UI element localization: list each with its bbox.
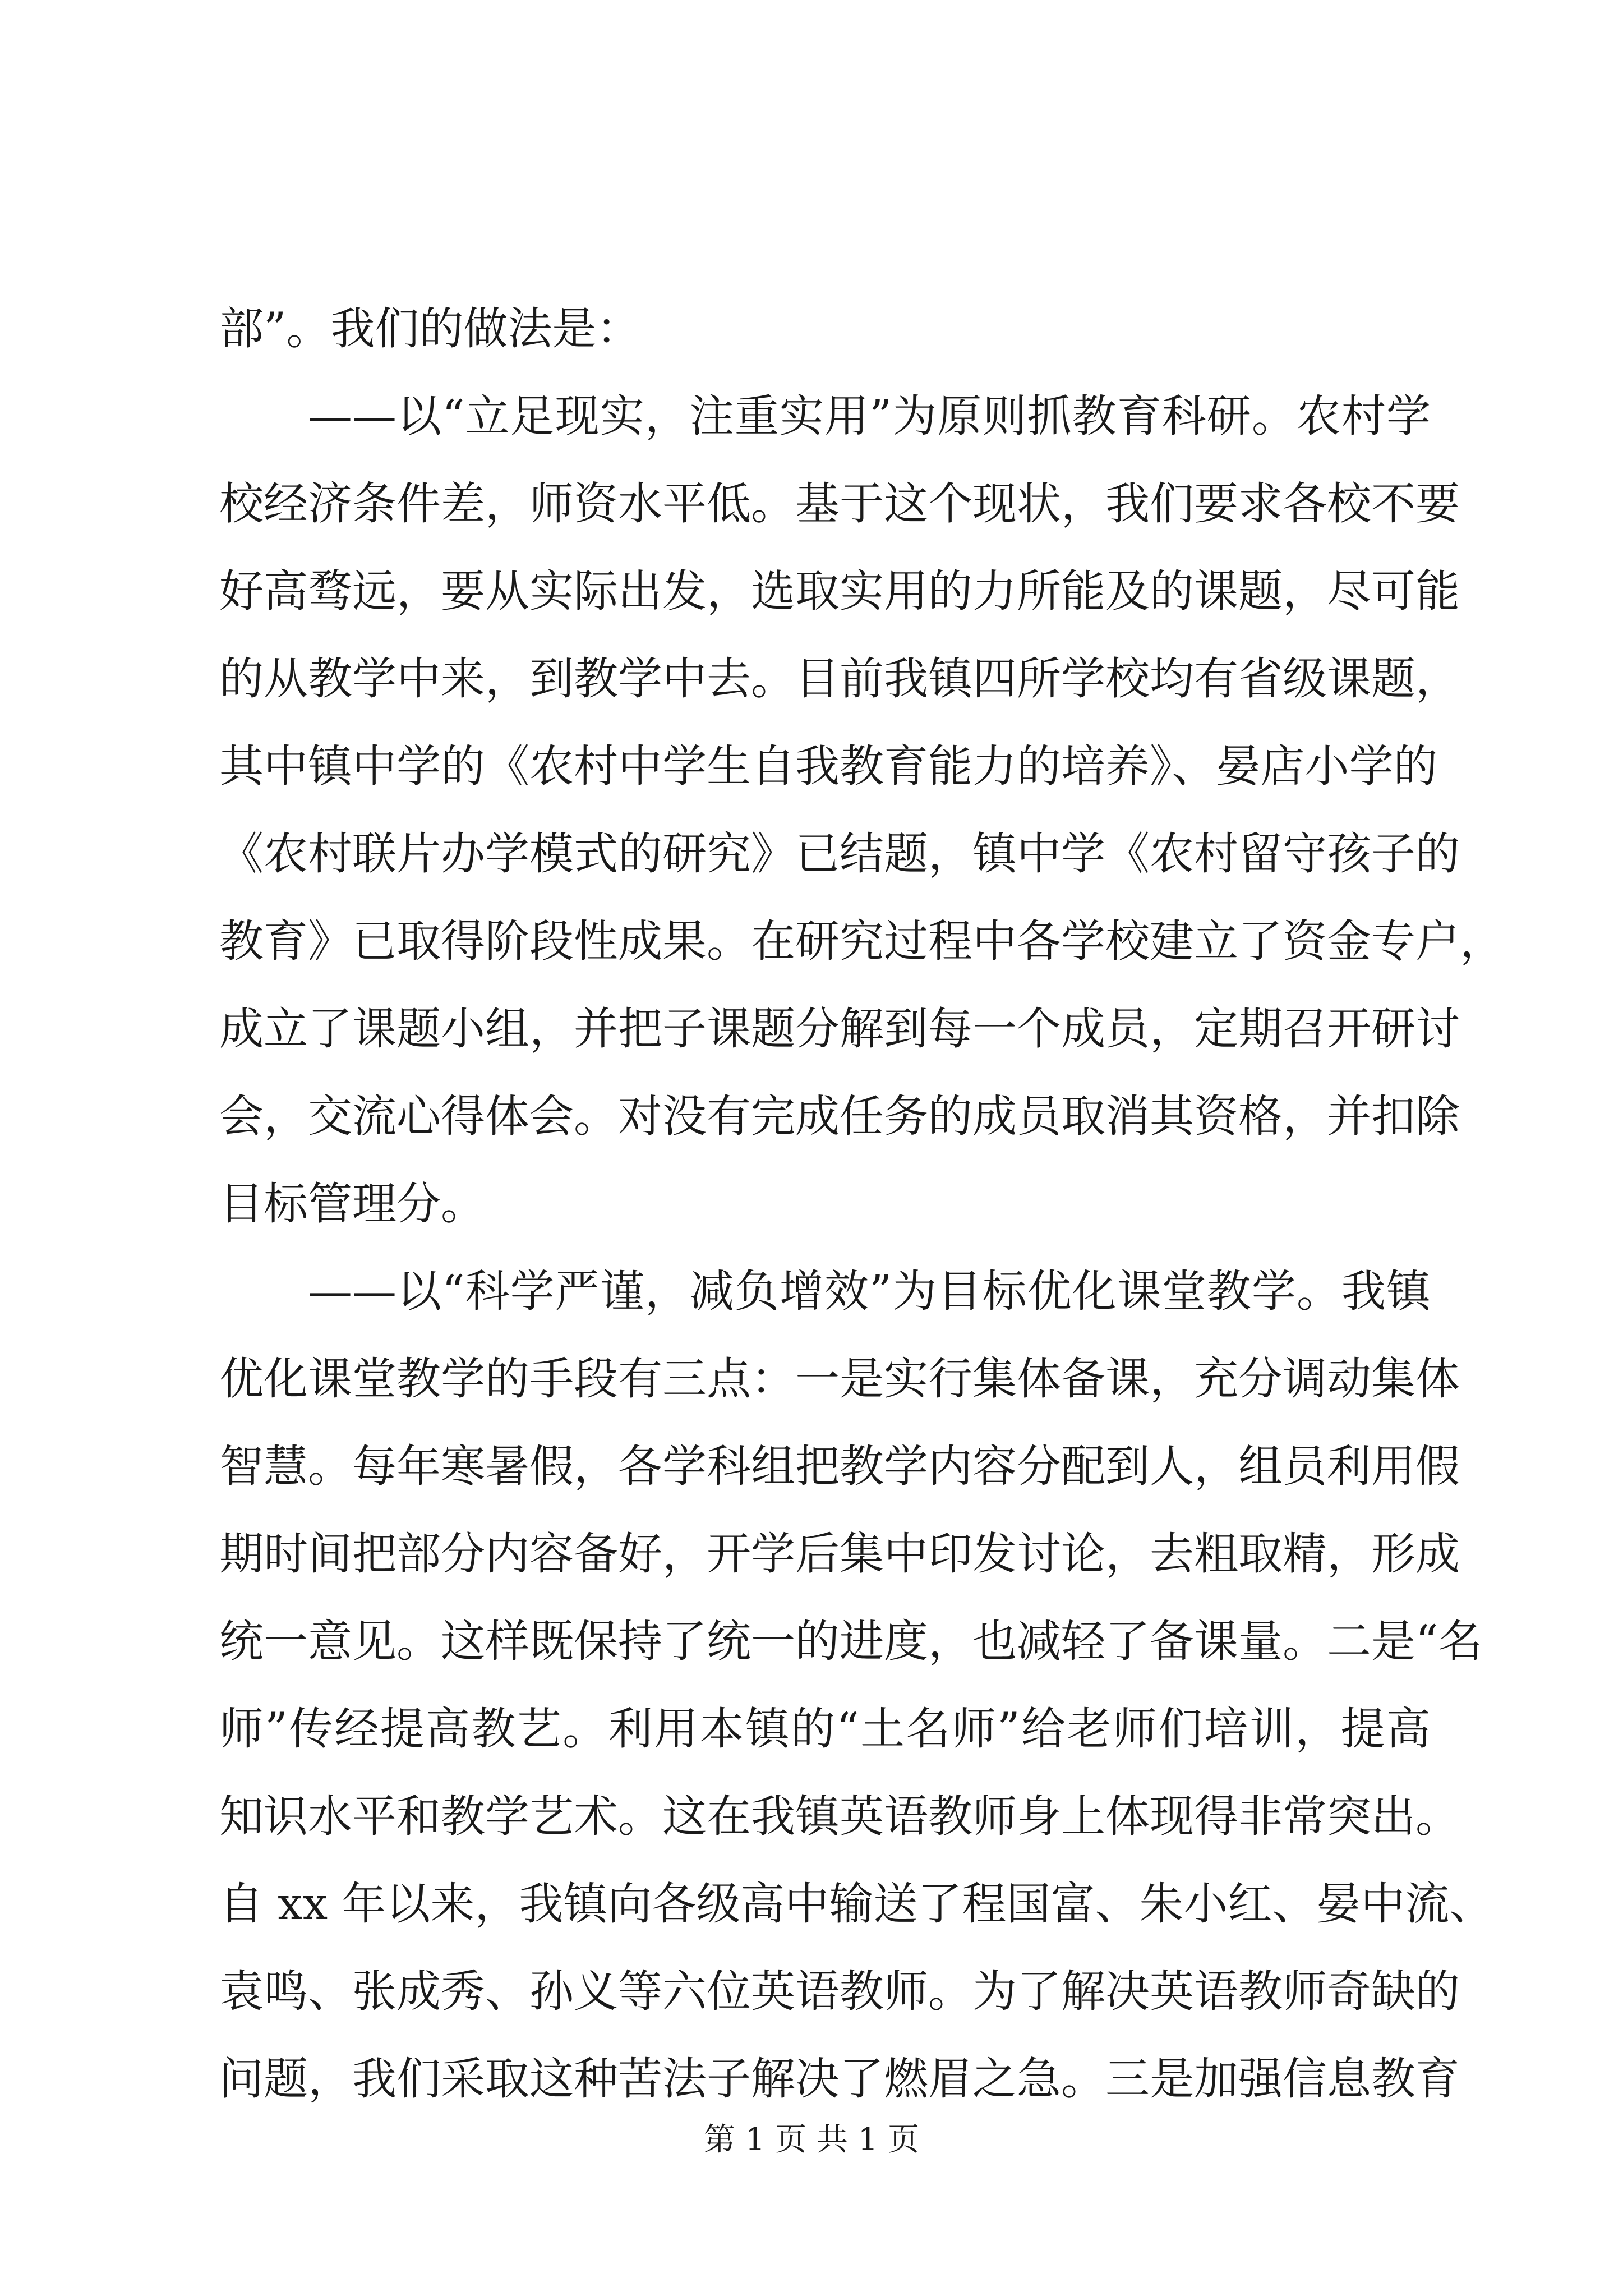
text-line: 智慧。每年寒暑假，各学科组把教学内容分配到人，组员利用假 bbox=[219, 1441, 1460, 1492]
text-line: 的从教学中来，到教学中去。目前我镇四所学校均有省级课题， bbox=[219, 653, 1460, 705]
text-line: 期时间把部分内容备好，开学后集中印发讨论，去粗取精，形成 bbox=[219, 1528, 1460, 1580]
text-line: 校经济条件差，师资水平低。基于这个现状，我们要求各校不要 bbox=[219, 478, 1460, 530]
text-line: 目标管理分。 bbox=[219, 1178, 485, 1230]
text-line: 问题，我们采取这种苦法子解决了燃眉之急。三是加强信息教育 bbox=[219, 2053, 1460, 2105]
text-line: 《农村联片办学模式的研究》已结题，镇中学《农村留守孩子的 bbox=[219, 828, 1460, 880]
text-line: 好高骛远，要从实际出发，选取实用的力所能及的课题，尽可能 bbox=[219, 565, 1460, 617]
page-footer bbox=[0, 2115, 1623, 2160]
text-line: 优化课堂教学的手段有三点：一是实行集体备课，充分调动集体 bbox=[219, 1353, 1460, 1405]
text-line: 教育》已取得阶段性成果。在研究过程中各学校建立了资金专户， bbox=[219, 915, 1504, 967]
text-line: 自 xx 年以来，我镇向各级高中输送了程国富、朱小红、晏中流、 bbox=[219, 1878, 1494, 1930]
text-line: ——以“科学严谨，减负增效”为目标优化课堂教学。我镇 bbox=[308, 1266, 1431, 1317]
text-line: 部”。我们的做法是： bbox=[219, 303, 641, 355]
text-line: 其中镇中学的《农村中学生自我教育能力的培养》、晏店小学的 bbox=[219, 740, 1438, 792]
text-line: 袁鸣、张成秀、孙义等六位英语教师。为了解决英语教师奇缺的 bbox=[219, 1966, 1460, 2017]
text-line: ——以“立足现实，注重实用”为原则抓教育科研。农村学 bbox=[308, 390, 1431, 442]
text-line: 会，交流心得体会。对没有完成任务的成员取消其资格，并扣除 bbox=[219, 1091, 1460, 1142]
text-line: 成立了课题小组，并把子课题分解到每一个成员，定期召开研讨 bbox=[219, 1003, 1460, 1055]
text-line: 统一意见。这样既保持了统一的进度，也减轻了备课量。二是“名 bbox=[219, 1616, 1483, 1667]
text-line: 知识水平和教学艺术。这在我镇英语教师身上体现得非常突出。 bbox=[219, 1791, 1460, 1842]
text-line: 师”传经提高教艺。利用本镇的“土名师”给老师们培训，提高 bbox=[219, 1703, 1431, 1755]
document-body bbox=[219, 285, 1504, 2123]
page-number-label: 第 1 页 共 1 页 bbox=[703, 2122, 920, 2158]
